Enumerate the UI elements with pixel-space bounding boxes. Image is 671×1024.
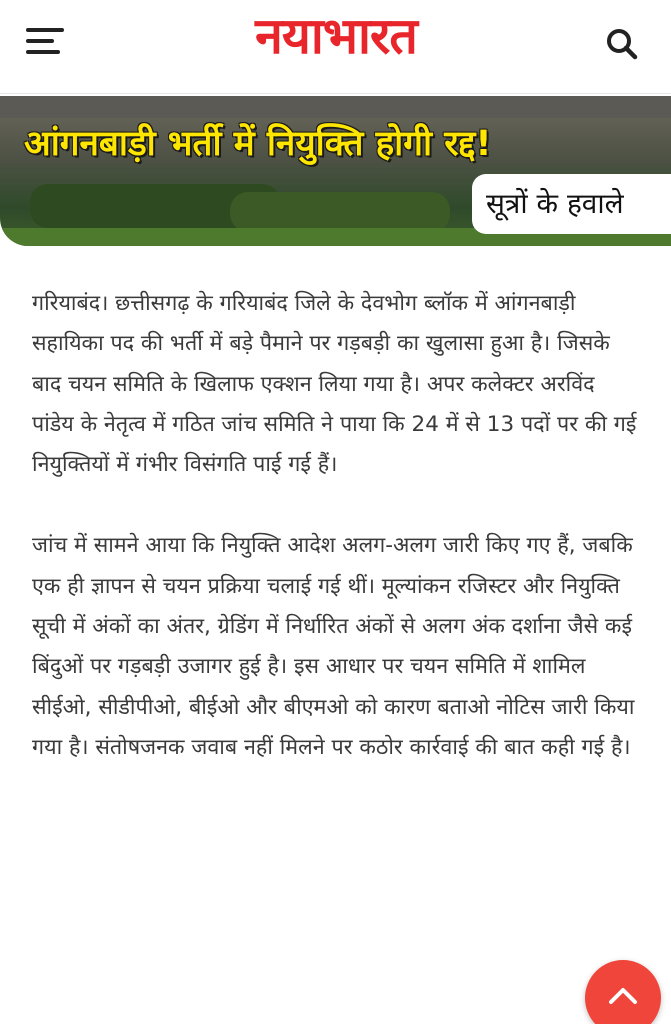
article-paragraph: जांच में सामने आया कि नियुक्ति आदेश अलग-अलग जारी किए गए हैं, जबकि एक ही ज्ञापन से चयन प्रक्रिया चलाई गई थीं। मूल्यांकन रजिस्टर और नियुक्ति सूची में अंकों का अंतर, ग्रेडिंग में निर्धारित अंकों से अलग अंक दर्शाना जैसे कई बिंदुओं पर गड़बड़ी उजागर हुई है। इस आधार पर चयन समिति में शामिल सीईओ, सीडीपीओ, बीईओ और बीएमओ को कारण बताओ नोटिस जारी किया गया है। संतोषजनक जवाब नहीं मिलने पर कठोर कार्रवाई की बात कही गई है। [32, 533, 635, 760]
article-body [32, 284, 642, 768]
scroll-to-top-button[interactable] [585, 960, 661, 1024]
chevron-up-icon [607, 980, 639, 1012]
source-tag: सूत्रों के हवाले [472, 174, 671, 234]
site-header [0, 0, 671, 94]
hero-headline: आंगनबाड़ी भर्ती में नियुक्ति होगी रद्द! [24, 124, 492, 164]
search-icon[interactable] [604, 26, 640, 62]
hamburger-menu-icon[interactable] [26, 22, 66, 60]
site-logo[interactable]: नयाभारत [255, 7, 417, 65]
article-paragraph: गरियाबंद। छत्तीसगढ़ के गरियाबंद जिले के देवभोग ब्लॉक में आंगनबाड़ी सहायिका पद की भर्ती में बड़े पैमाने पर गड़बड़ी का खुलासा हुआ है। जिसके बाद चयन समिति के खिलाफ एक्शन लिया गया है। अपर कलेक्टर अरविंद पांडेय के नेतृत्व में गठित जांच समिति ने पाया कि 24 में से 13 पदों पर की गई नियुक्तियों में गंभीर विसंगति पाई गई हैं। [32, 291, 637, 478]
hero-banner-image[interactable] [0, 96, 671, 246]
